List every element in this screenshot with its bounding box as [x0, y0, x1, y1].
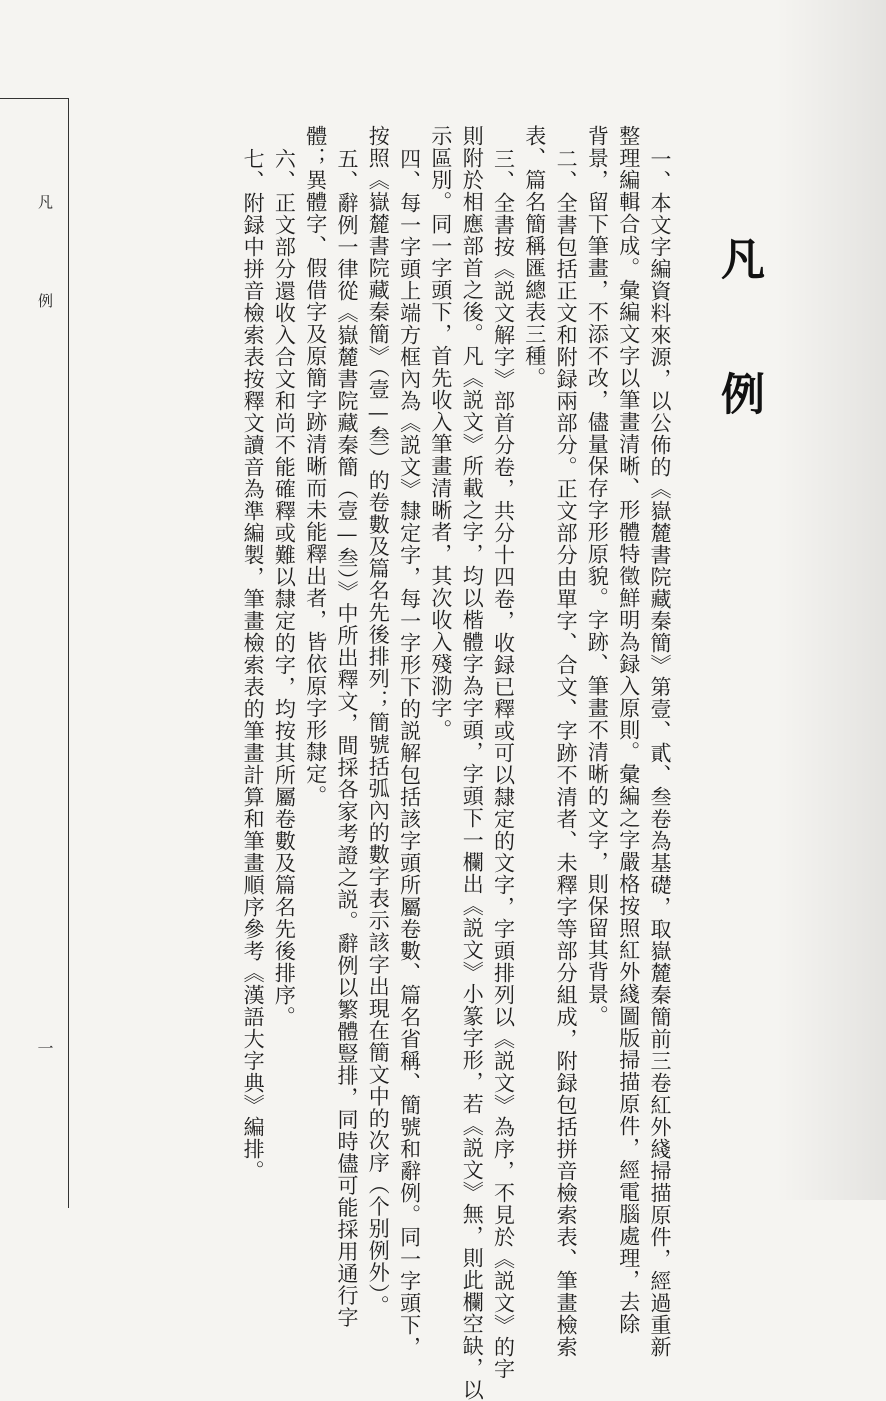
margin-rule-horizontal: [0, 98, 68, 99]
page-title: 凡 例: [713, 236, 764, 435]
text-column-continued: 整理編輯合成。彙編文字以筆畫清晰、形體特徵鮮明為録入原則。彙編之字嚴格按照紅外綫圖版掃描原件，經電腦處理，去除: [616, 125, 641, 1335]
running-title: 凡 例: [36, 194, 54, 341]
text-column-item-start: 二、全書包括正文和附録兩部分。正文部分由單字、合文、字跡不清者、未釋字等部分組成，附録包括拼音檢索表、筆畫檢索: [554, 148, 579, 1358]
text-column-item-start: 一、本文字編資料來源，以公佈的《嶽麓書院藏秦簡》第壹、貳、叁卷為基礎，取嶽麓秦簡前三卷紅外綫掃描原件，經過重新: [648, 148, 672, 1358]
text-column-continued: 背景，留下筆畫，不添不改，儘量保存字形原貌。字跡、筆畫不清晰的文字，則保留其背景。: [585, 125, 610, 1027]
text-column-continued: 按照《嶽麓書院藏秦簡》（壹—叁）的卷數及篇名先後排列；簡號括弧內的數字表示該字出現在簡文中的次序（个别例外）。: [366, 125, 391, 1317]
text-column-continued: 表、篇名簡稱匯總表三種。: [522, 125, 547, 389]
page-number: 一: [35, 1040, 54, 1056]
text-column-item-start: 四、每一字頭上端方框內為《説文》隸定字，每一字形下的説解包括該字頭所屬卷數、篇名省稱、簡號和辭例。同一字頭下，: [397, 148, 422, 1358]
text-column-item-start: 七、附録中拼音檢索表按釋文讀音為準編製，筆畫檢索表的筆畫計算和筆畫順序參考《漢語大字典》編排。: [241, 148, 266, 1182]
text-column-item-start: 五、辭例一律從《嶽麓書院藏秦簡（壹—叁）》中所出釋文，間採各家考證之説。辭例以繁體豎排，同時儘可能採用通行字: [335, 148, 359, 1329]
text-column-item-start: 三、全書按《説文解字》部首分卷，共分十四卷，收録已釋或可以隸定的文字，字頭排列以《説文》為序，不見於《説文》的字: [491, 148, 516, 1380]
text-column-continued: 示區別。同一字頭下，首先收入筆畫清晰者，其次收入殘泐字。: [428, 125, 453, 741]
text-column-item-start: 六、正文部分還收入合文和尚不能確釋或難以隸定的字，均按其所屬卷數及篇名先後排序。: [272, 148, 297, 1028]
margin-rule-vertical: [68, 98, 69, 1208]
text-column-continued: 體；異體字、假借字及原簡字跡清晰而未能釋出者，皆依原字形隸定。: [303, 125, 328, 807]
text-column-continued: 則附於相應部首之後。凡《説文》所載之字，均以楷體字為字頭，字頭下一欄出《説文》小篆字形，若《説文》無，則此欄空缺，以: [460, 125, 485, 1401]
